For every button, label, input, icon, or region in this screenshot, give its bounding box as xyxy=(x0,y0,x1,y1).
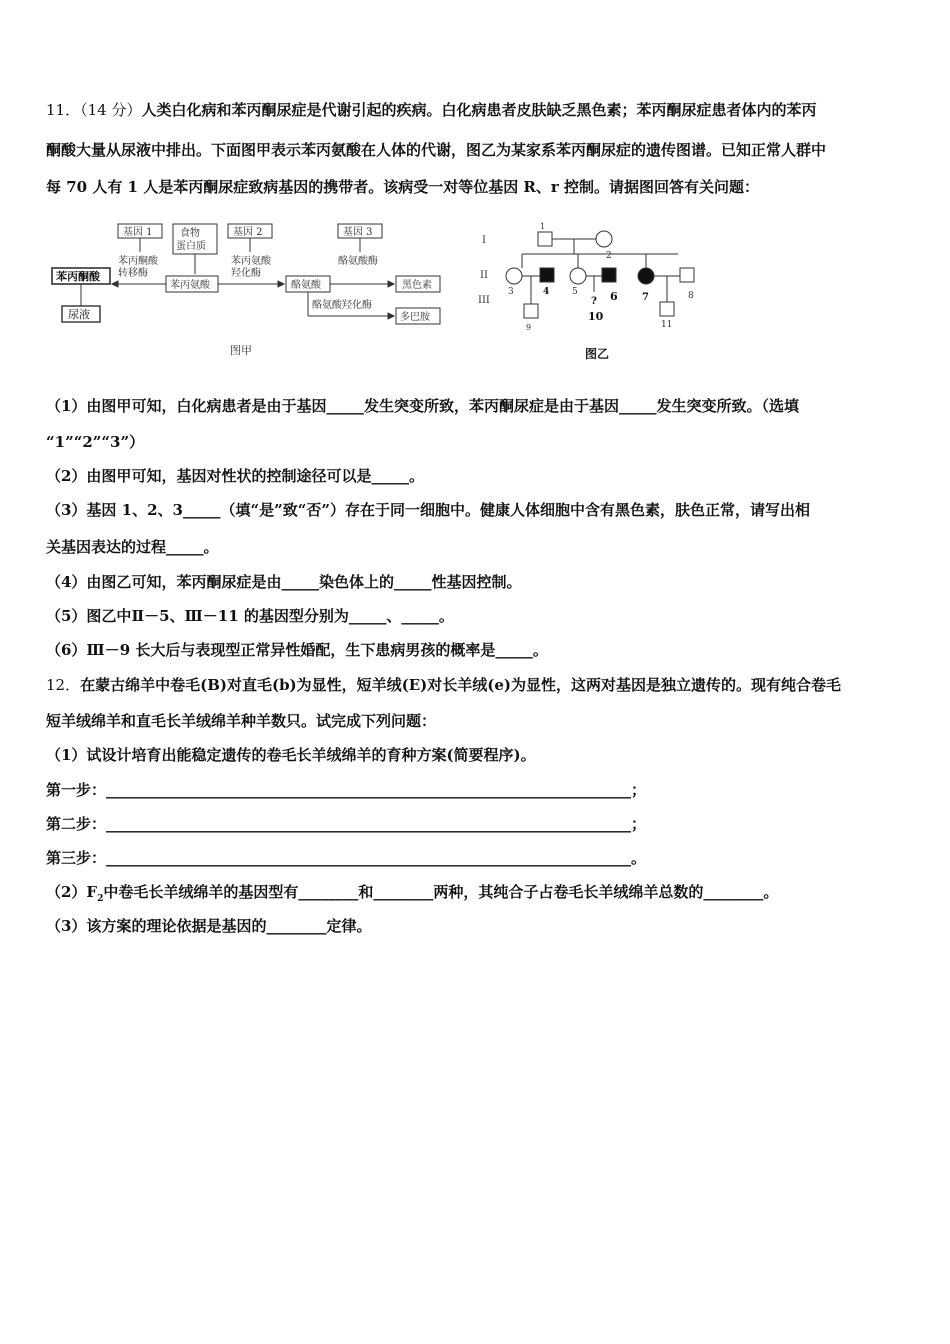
urine-label: 尿液 xyxy=(68,308,90,321)
gene1-label: 基因 1 xyxy=(123,227,153,238)
svg-text:苯丙氨酸: 苯丙氨酸 xyxy=(231,256,271,267)
q11-line-1: 11．（14 分）人类白化病和苯丙酮尿症是代谢引起的疾病。白化病患者皮肤缺乏黑色素；苯丙酮尿症患者体内的苯丙 xyxy=(46,101,817,119)
q11-p3-b: 关基因表达的过程_____。 xyxy=(46,538,219,556)
gene3-label: 基因 3 xyxy=(343,227,373,238)
svg-text:转移酶: 转移酶 xyxy=(118,268,148,279)
caption-jia: 图甲 xyxy=(230,344,252,357)
I-2-female xyxy=(596,231,612,247)
q12-step3: 第三步：______________________________________________________________________。 xyxy=(46,849,647,867)
svg-text:苯丙氨酸: 苯丙氨酸 xyxy=(170,280,210,291)
q11-p4: （4）由图乙可知，苯丙酮尿症是由_____染色体上的_____性基因控制。 xyxy=(46,573,522,591)
q12-line-2: 短羊绒绵羊和直毛长羊绒绵羊种羊数只。试完成下列问题： xyxy=(46,712,437,730)
q11-p3-a: （3）基因 1、2、3_____（填“是”致“否”）存在于同一细胞中。健康人体细胞中含有黑色素，肤色正常，请写出相 xyxy=(46,501,810,519)
III-9-male xyxy=(524,304,538,318)
svg-text:黑色素: 黑色素 xyxy=(402,280,432,291)
II-6-male-affected xyxy=(602,268,616,282)
svg-text:10: 10 xyxy=(588,310,604,323)
q12-number: 12． xyxy=(46,676,81,694)
II-5-female xyxy=(570,268,586,284)
svg-text:8: 8 xyxy=(688,291,694,301)
q11-number: 11．（14 分） xyxy=(46,101,142,119)
svg-text:蛋白质: 蛋白质 xyxy=(176,241,206,252)
svg-text:I: I xyxy=(482,235,486,246)
q12-step2: 第二步：______________________________________________________________________； xyxy=(46,815,647,833)
svg-text:5: 5 xyxy=(572,287,578,297)
svg-text:酪氨酸酶: 酪氨酸酶 xyxy=(338,256,378,267)
q11-p5: （5）图乙中Ⅱ－5、Ⅲ－11 的基因型分别为_____、_____。 xyxy=(46,607,454,625)
svg-text:多巴胺: 多巴胺 xyxy=(400,312,430,323)
II-7-female-affected xyxy=(638,268,654,284)
q11-p1-b: “1”“2”“3”） xyxy=(46,433,145,451)
svg-text:3: 3 xyxy=(508,287,514,297)
q12-step1: 第一步：______________________________________________________________________； xyxy=(46,781,647,799)
q12-line-1: 12．在蒙古绵羊中卷毛(B)对直毛(b)为显性，短羊绒(E)对长羊绒(e)为显性，这两对基因是独立遗传的。现有纯合卷毛 xyxy=(46,676,842,694)
svg-text:II: II xyxy=(480,270,488,281)
q12-p2: $(2)F_2$中卷毛长羊绒绵羊的基因型有________和________两种，其纯合子占卷毛长羊绒绵羊总数的________。 xyxy=(46,883,779,904)
q12-p3: （3）该方案的理论依据是基因的________定律。 xyxy=(46,917,372,935)
svg-text:?: ? xyxy=(591,296,597,307)
ppa-label: 苯丙酮酸 xyxy=(56,270,100,283)
svg-text:酪氨酸: 酪氨酸 xyxy=(291,280,321,291)
I-1-male xyxy=(538,232,552,246)
II-4-male-affected xyxy=(540,268,554,282)
figure-svg xyxy=(48,212,708,372)
svg-text:苯丙酮酸: 苯丙酮酸 xyxy=(118,256,158,267)
svg-text:食物: 食物 xyxy=(180,228,200,239)
svg-text:2: 2 xyxy=(606,251,612,261)
svg-text:7: 7 xyxy=(642,292,649,303)
q11-p6: （6）Ⅲ－9 长大后与表现型正常异性婚配，生下患病男孩的概率是_____。 xyxy=(46,641,548,659)
svg-text:1: 1 xyxy=(540,222,546,231)
svg-text:羟化酶: 羟化酶 xyxy=(231,268,261,279)
caption-yi: 图乙 xyxy=(585,347,610,361)
svg-text:酪氨酸羟化酶: 酪氨酸羟化酶 xyxy=(312,300,372,311)
svg-text:11: 11 xyxy=(661,320,673,330)
svg-text:4: 4 xyxy=(543,287,550,297)
svg-text:6: 6 xyxy=(610,290,618,303)
q11-p2: （2）由图甲可知，基因对性状的控制途径可以是_____。 xyxy=(46,467,424,485)
q11-figures xyxy=(48,212,708,372)
q11-p1-a: （1）由图甲可知，白化病患者是由于基因_____发生突变所致，苯丙酮尿症是由于基因_____发生突变所致。（选填 xyxy=(46,397,799,415)
svg-text:9: 9 xyxy=(526,323,532,332)
II-8-male xyxy=(680,268,694,282)
q11-line-2: 酮酸大量从尿液中排出。下面图甲表示苯丙氨酸在人体的代谢，图乙为某家系苯丙酮尿症的遗传图谱。已知正常人群中 xyxy=(46,141,827,159)
gene2-label: 基因 2 xyxy=(233,227,263,238)
III-11-male xyxy=(660,302,674,316)
svg-text:III: III xyxy=(478,295,490,306)
q12-p1: （1）试设计培育出能稳定遗传的卷毛长羊绒绵羊的育种方案(简要程序)。 xyxy=(46,746,536,764)
q11-line-3: 每 70 人有 1 人是苯丙酮尿症致病基因的携带者。该病受一对等位基因 R、r 控制。请据图回答有关问题： xyxy=(46,178,760,196)
II-3-female xyxy=(506,268,522,284)
